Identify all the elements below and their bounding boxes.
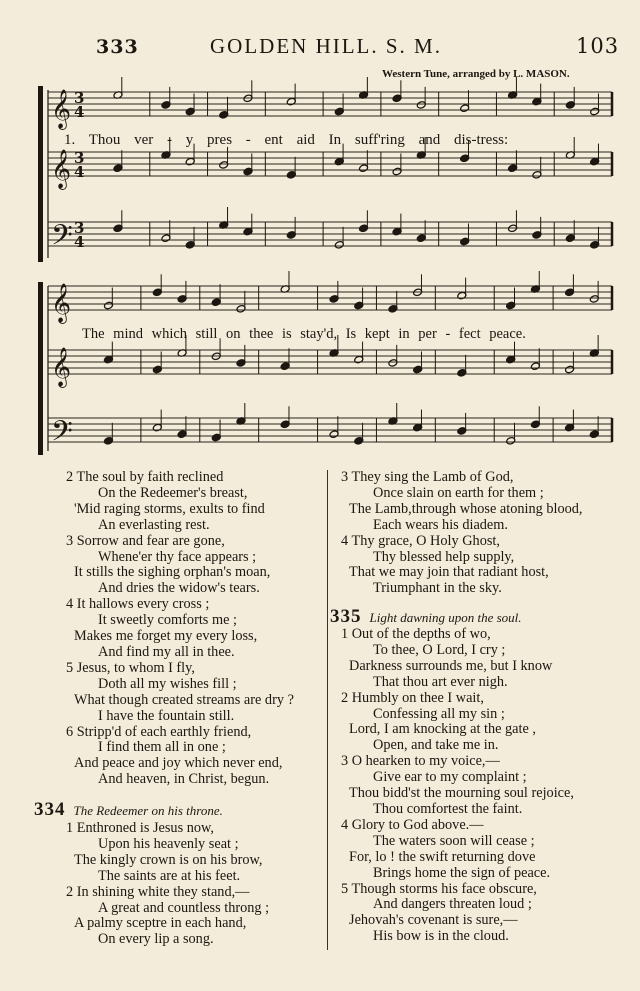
stanza-line: Thy blessed help supply, bbox=[373, 548, 515, 565]
stanza-line: An everlasting rest. bbox=[98, 516, 210, 533]
stanza-line: 2 In shining white they stand,— bbox=[66, 883, 250, 900]
stanza-line: The waters soon will cease ; bbox=[373, 832, 535, 849]
treble-clef-icon: 𝄞 bbox=[51, 283, 72, 323]
page-number: 103 bbox=[576, 34, 620, 58]
stanza-line: A palmy sceptre in each hand, bbox=[74, 915, 247, 932]
lyric-line-1: 1. Thou ver - y pres - ent aid In suff'ring and dis-tress: bbox=[64, 132, 509, 148]
stanza-line: I have the fountain still. bbox=[98, 707, 235, 724]
stanza bbox=[341, 534, 582, 598]
stanza-line: The kingly crown is on his brow, bbox=[74, 851, 263, 868]
stanza-line: For, lo ! the swift returning dove bbox=[349, 848, 536, 865]
bass-clef-icon: 𝄢 bbox=[51, 219, 73, 259]
stanza-line: Thou comfortest the faint. bbox=[373, 800, 523, 817]
stanza-line: And peace and joy which never end, bbox=[74, 755, 283, 772]
hymn-335-title: Light dawning upon the soul. bbox=[369, 610, 522, 625]
treble-clef-icon: 𝄞 bbox=[51, 149, 72, 189]
stanza-line: And find my all in thee. bbox=[98, 643, 235, 660]
tune-title: GOLDEN HILL. S. M. bbox=[210, 34, 442, 58]
stanza-line: 2 Humbly on thee I wait, bbox=[341, 689, 484, 706]
stanza-line: 5 Jesus, to whom I fly, bbox=[66, 659, 195, 676]
stanza-line: Doth all my wishes fill ; bbox=[98, 675, 237, 692]
hymn-335-heading bbox=[330, 606, 522, 628]
hymn-334-heading bbox=[34, 799, 223, 821]
stanza-line: 3 O hearken to my voice,— bbox=[341, 753, 500, 770]
stanza-line: Darkness surrounds me, but I know bbox=[349, 657, 553, 674]
stanza bbox=[341, 627, 574, 691]
stanza-line: Once slain on earth for them ; bbox=[373, 484, 544, 501]
stanza-line: On every lip a song. bbox=[98, 931, 214, 948]
time-signature-denominator: 4 bbox=[74, 103, 85, 121]
stanza-line: 4 Thy grace, O Holy Ghost, bbox=[341, 532, 500, 549]
hymn-335-stanzas bbox=[341, 627, 574, 945]
time-signature-denominator: 4 bbox=[74, 233, 85, 251]
stanza-line: That we may join that radiant host, bbox=[349, 564, 549, 581]
stanza bbox=[66, 821, 269, 885]
stanza-line: Thou bidd'st the mourning soul rejoice, bbox=[349, 785, 574, 802]
stanza-line: The Lamb,through whose atoning blood, bbox=[349, 500, 583, 517]
time-signature-numerator: 3 bbox=[74, 89, 85, 107]
stanza-line: And dangers threaten loud ; bbox=[373, 896, 532, 913]
stanza-line: Upon his heavenly seat ; bbox=[98, 835, 239, 852]
stanza bbox=[66, 885, 269, 949]
hymn-334-title: The Redeemer on his throne. bbox=[73, 803, 223, 818]
stanza-line: 5 Though storms his face obscure, bbox=[341, 880, 537, 897]
stanza-line: And dries the widow's tears. bbox=[98, 580, 260, 597]
stanza-line: Confessing all my sin ; bbox=[373, 705, 505, 722]
stanza bbox=[341, 754, 574, 818]
stanza bbox=[341, 882, 574, 946]
time-signature-numerator: 3 bbox=[74, 219, 85, 237]
stanza-line: It sweetly comforts me ; bbox=[98, 612, 237, 629]
stanza bbox=[66, 470, 294, 534]
stanza-line: I find them all in one ; bbox=[98, 739, 226, 756]
stanza-line: 1 Enthroned is Jesus now, bbox=[66, 820, 214, 836]
time-signature-denominator: 4 bbox=[74, 163, 85, 181]
stanza bbox=[341, 470, 582, 534]
stanza-line: It stills the sighing orphan's moan, bbox=[74, 564, 271, 581]
stanza bbox=[66, 661, 294, 725]
stanza-line: 4 It hallows every cross ; bbox=[66, 596, 210, 613]
stanza bbox=[66, 597, 294, 661]
stanza-line: 3 They sing the Lamb of God, bbox=[341, 469, 514, 485]
stanza-line: 'Mid raging storms, exults to find bbox=[74, 500, 265, 517]
hymn-number: 333 bbox=[96, 36, 139, 58]
stanza-line: His bow is in the cloud. bbox=[373, 928, 509, 945]
stanza bbox=[66, 534, 294, 598]
music-score bbox=[0, 0, 640, 470]
stanza-line: 2 The soul by faith reclined bbox=[66, 469, 224, 485]
stanza-line: Lord, I am knocking at the gate , bbox=[349, 721, 536, 738]
stanza-line: Whene'er thy face appears ; bbox=[98, 548, 257, 565]
right-column-stanzas bbox=[341, 470, 582, 597]
system-bracket bbox=[38, 86, 43, 262]
stanza-line: On the Redeemer's breast, bbox=[98, 484, 248, 501]
stanza-line: And heaven, in Christ, begun. bbox=[98, 771, 270, 788]
stanza bbox=[66, 725, 294, 789]
stanza-line: 6 Stripp'd of each earthly friend, bbox=[66, 723, 252, 740]
column-divider bbox=[327, 470, 328, 950]
treble-clef-icon: 𝄞 bbox=[51, 347, 72, 387]
stanza-line: 3 Sorrow and fear are gone, bbox=[66, 532, 225, 549]
composer-credit: Western Tune, arranged by L. MASON. bbox=[382, 68, 570, 80]
stanza-line: Each wears his diadem. bbox=[373, 516, 508, 533]
stanza-line: 4 Glory to God above.— bbox=[341, 816, 484, 833]
bass-clef-icon: 𝄢 bbox=[51, 415, 73, 455]
left-column-stanzas bbox=[66, 470, 294, 788]
stanza-line: Triumphant in the sky. bbox=[373, 580, 502, 597]
stanza-line: Makes me forget my every loss, bbox=[74, 628, 258, 645]
hymn-335-number: 335 bbox=[330, 606, 362, 627]
stanza-line: Open, and take me in. bbox=[373, 737, 499, 754]
stanza-line: 1 Out of the depths of wo, bbox=[341, 626, 491, 642]
stanza-line: To thee, O Lord, I cry ; bbox=[373, 641, 506, 658]
hymn-334-number: 334 bbox=[34, 799, 66, 820]
stanza-line: That thou art ever nigh. bbox=[373, 673, 508, 690]
stanza-line: Brings home the sign of peace. bbox=[373, 864, 551, 881]
hymn-334-stanzas bbox=[66, 821, 269, 948]
stanza-line: Jehovah's covenant is sure,— bbox=[349, 912, 518, 929]
treble-clef-icon: 𝄞 bbox=[51, 89, 72, 129]
stanza bbox=[341, 818, 574, 882]
time-signature-numerator: 3 bbox=[74, 149, 85, 167]
stanza-line: Give ear to my complaint ; bbox=[373, 769, 527, 786]
lyric-line-2: The mind which still on thee is stay'd, Is kept in per - fect peace. bbox=[82, 326, 526, 342]
stanza bbox=[341, 691, 574, 755]
stanza-line: The saints are at his feet. bbox=[98, 867, 241, 884]
stanza-line: A great and countless throng ; bbox=[98, 899, 270, 916]
stanza-line: What though created streams are dry ? bbox=[74, 691, 294, 708]
system-bracket bbox=[38, 282, 43, 455]
